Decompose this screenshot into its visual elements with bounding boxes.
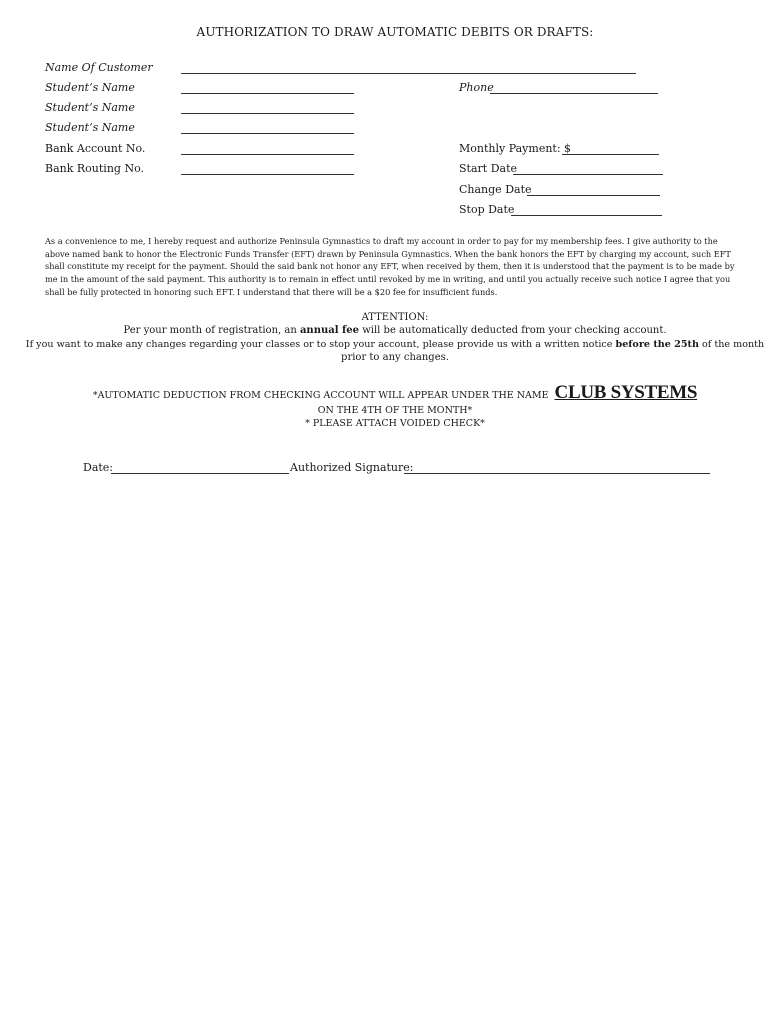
- deduction-notice-line-2: ON THE 4TH OF THE MONTH*: [317, 405, 473, 416]
- monthly-payment-label: Monthly Payment: $: [459, 142, 572, 155]
- student-name-field-3[interactable]: [181, 133, 354, 134]
- phone-field[interactable]: [490, 93, 658, 94]
- stop-date-label: Stop Date: [459, 203, 515, 216]
- student-name-label-2: Student’s Name: [45, 101, 135, 114]
- attention-line-1: [0, 325, 770, 336]
- bank-account-label: Bank Account No.: [45, 142, 146, 155]
- deduction-notice-line-1: [0, 382, 770, 404]
- phone-label: Phone: [459, 81, 494, 94]
- before-25th-text: before the 25th: [615, 339, 699, 350]
- bank-routing-field[interactable]: [181, 174, 354, 175]
- student-name-label-3: Student’s Name: [45, 121, 135, 134]
- customer-name-field[interactable]: [181, 73, 636, 74]
- authorized-signature-field[interactable]: [404, 473, 710, 474]
- attention-line-3: prior to any changes.: [341, 352, 449, 363]
- start-date-label: Start Date: [459, 162, 517, 175]
- student-name-field-2[interactable]: [181, 113, 354, 114]
- attention-heading: ATTENTION:: [361, 312, 429, 323]
- attention-line-2-pre: If you want to make any changes regarding your classes or to stop your account, please provide us with a written notice: [25, 339, 616, 350]
- attention-line-2: [0, 339, 770, 350]
- start-date-field[interactable]: [513, 174, 663, 175]
- authorization-paragraph: As a convenience to me, I hereby request and authorize Peninsula Gymnastics to draft my account in order to pay for my membership fees. I give authority to the above named bank to honor the Electronic Funds Transfer (EFT) drawn by Peninsula Gymnastics. When the bank honors the EFT by charging my account, such EFT shall constitute my receipt for the payment. Should the said bank not honor any EFT, when received by them, then it is understood that the payment is to be made by me in the amount of the said payment. This authority is to remain in effect until revoked by me in writing, and until you actually receive such notice I agree that you shall be fully protected in honoring such EFT. I understand that there will be a $20 fee for insufficient funds.: [45, 236, 735, 297]
- customer-name-label: Name Of Customer: [45, 61, 153, 74]
- student-name-label-1: Student’s Name: [45, 81, 135, 94]
- deduction-notice-text: *AUTOMATIC DEDUCTION FROM CHECKING ACCOUNT WILL APPEAR UNDER THE NAME: [92, 390, 549, 401]
- attention-line-1-post: will be automatically deducted from your checking account.: [359, 325, 667, 336]
- bank-account-field[interactable]: [181, 154, 354, 155]
- bank-routing-label: Bank Routing No.: [45, 162, 144, 175]
- date-label: Date:: [83, 461, 114, 474]
- change-date-field[interactable]: [527, 195, 660, 196]
- authorized-signature-label: Authorized Signature:: [290, 461, 414, 474]
- monthly-payment-field[interactable]: [562, 154, 659, 155]
- attention-line-1-pre: Per your month of registration, an: [123, 325, 300, 336]
- student-name-field-1[interactable]: [181, 93, 354, 94]
- date-field[interactable]: [111, 473, 289, 474]
- attention-line-2-post: of the month: [698, 339, 765, 350]
- voided-check-notice: * PLEASE ATTACH VOIDED CHECK*: [305, 418, 485, 429]
- change-date-label: Change Date: [459, 183, 532, 196]
- stop-date-field[interactable]: [511, 215, 662, 216]
- club-systems-name: CLUB SYSTEMS: [554, 382, 698, 403]
- form-title: AUTHORIZATION TO DRAW AUTOMATIC DEBITS OR DRAFTS:: [196, 25, 594, 39]
- annual-fee-text: annual fee: [299, 325, 360, 336]
